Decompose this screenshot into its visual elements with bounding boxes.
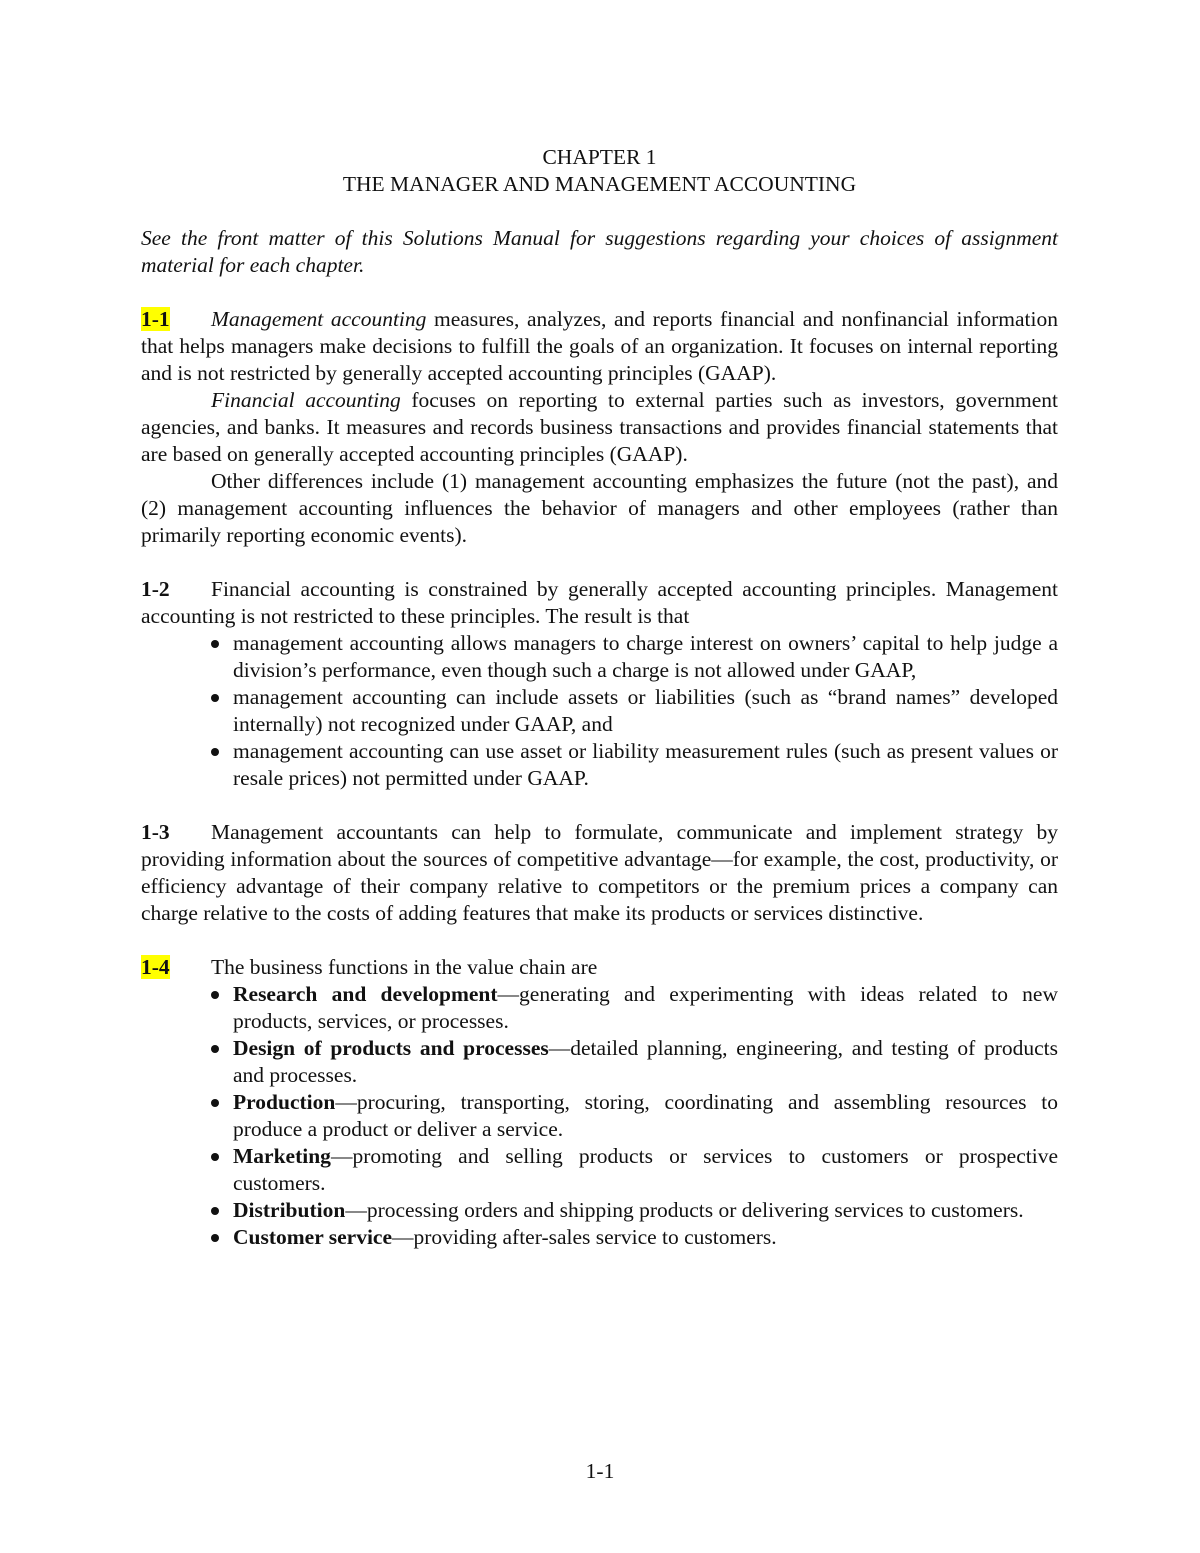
bullet-icon — [211, 1045, 219, 1053]
list-item: Design of products and processes—detailed planning, engineering, and testing of products and processes. — [141, 1035, 1058, 1089]
list-item: Research and development—generating and experimenting with ideas related to new products, services, or processes. — [141, 981, 1058, 1035]
bullet-list — [141, 630, 1058, 792]
list-item: management accounting can include assets or liabilities (such as “brand names” developed internally) not recognized under GAAP, and — [141, 684, 1058, 738]
bullet-icon — [211, 748, 219, 756]
bullet-list — [141, 981, 1058, 1251]
term-management-accounting: Management accounting — [211, 307, 427, 331]
list-item: Production—procuring, transporting, storing, coordinating and assembling resources to produce a product or deliver a service. — [141, 1089, 1058, 1143]
list-item: management accounting can use asset or liability measurement rules (such as present values or resale prices) not permitted under GAAP. — [141, 738, 1058, 792]
paragraph-text: The business functions in the value chain are — [211, 955, 598, 979]
list-item: Customer service—providing after-sales service to customers. — [141, 1224, 1058, 1251]
list-item: Marketing—promoting and selling products or services to customers or prospective customers. — [141, 1143, 1058, 1197]
paragraph — [141, 387, 1058, 468]
intro-note: See the front matter of this Solutions Manual for suggestions regarding your choices of assignment material for each chapter. — [141, 226, 1058, 277]
chapter-title: THE MANAGER AND MANAGEMENT ACCOUNTING — [342, 172, 857, 196]
question-1-3 — [141, 819, 1058, 927]
paragraph-text: measures, analyzes, and reports financial and nonfinancial information that helps managers make decisions to fulfill the goals of an organization. It focuses on internal reporting and is not restricted by generally accepted accounting principles (GAAP). — [141, 307, 1058, 385]
list-item: Distribution—processing orders and shipping products or delivering services to customers. — [141, 1197, 1058, 1224]
bullet-icon — [211, 991, 219, 999]
question-1-1 — [141, 306, 1058, 549]
question-1-2 — [141, 576, 1058, 792]
list-item: management accounting allows managers to charge interest on owners’ capital to help judge a division’s performance, even though such a charge is not allowed under GAAP, — [141, 630, 1058, 684]
paragraph: Other differences include (1) management accounting emphasizes the future (not the past), and (2) management accounting influences the behavior of managers and other employees (rather than primarily reporting economic events). — [141, 469, 1058, 547]
bullet-icon — [211, 1234, 219, 1242]
question-number: 1-3 — [141, 820, 170, 844]
question-number: 1-2 — [141, 577, 170, 601]
paragraph-text: Financial accounting is constrained by generally accepted accounting principles. Management accounting is not restricted to these principles. The result is that — [141, 577, 1058, 628]
page-number: 1-1 — [585, 1459, 615, 1483]
chapter-number: CHAPTER 1 — [542, 145, 657, 169]
question-number: 1-1 — [141, 307, 170, 331]
question-1-4 — [141, 954, 1058, 1251]
bullet-icon — [211, 640, 219, 648]
bullet-icon — [211, 1099, 219, 1107]
paragraph-text: focuses on reporting to external parties such as investors, government agencies, and banks. It measures and records business transactions and provides financial statements that are based on generally accepted accounting principles (GAAP). — [141, 388, 1058, 466]
bullet-icon — [211, 1153, 219, 1161]
term-financial-accounting: Financial accounting — [211, 388, 401, 412]
bullet-icon — [211, 1207, 219, 1215]
page-content — [141, 144, 1058, 1251]
paragraph-text: Management accountants can help to formulate, communicate and implement strategy by providing information about the sources of competitive advantage—for example, the cost, productivity, or efficiency advantage of their company relative to competitors or the premium prices a company can charge relative to the costs of adding features that make its products or services distinctive. — [141, 820, 1058, 925]
question-number: 1-4 — [141, 955, 170, 979]
bullet-icon — [211, 694, 219, 702]
